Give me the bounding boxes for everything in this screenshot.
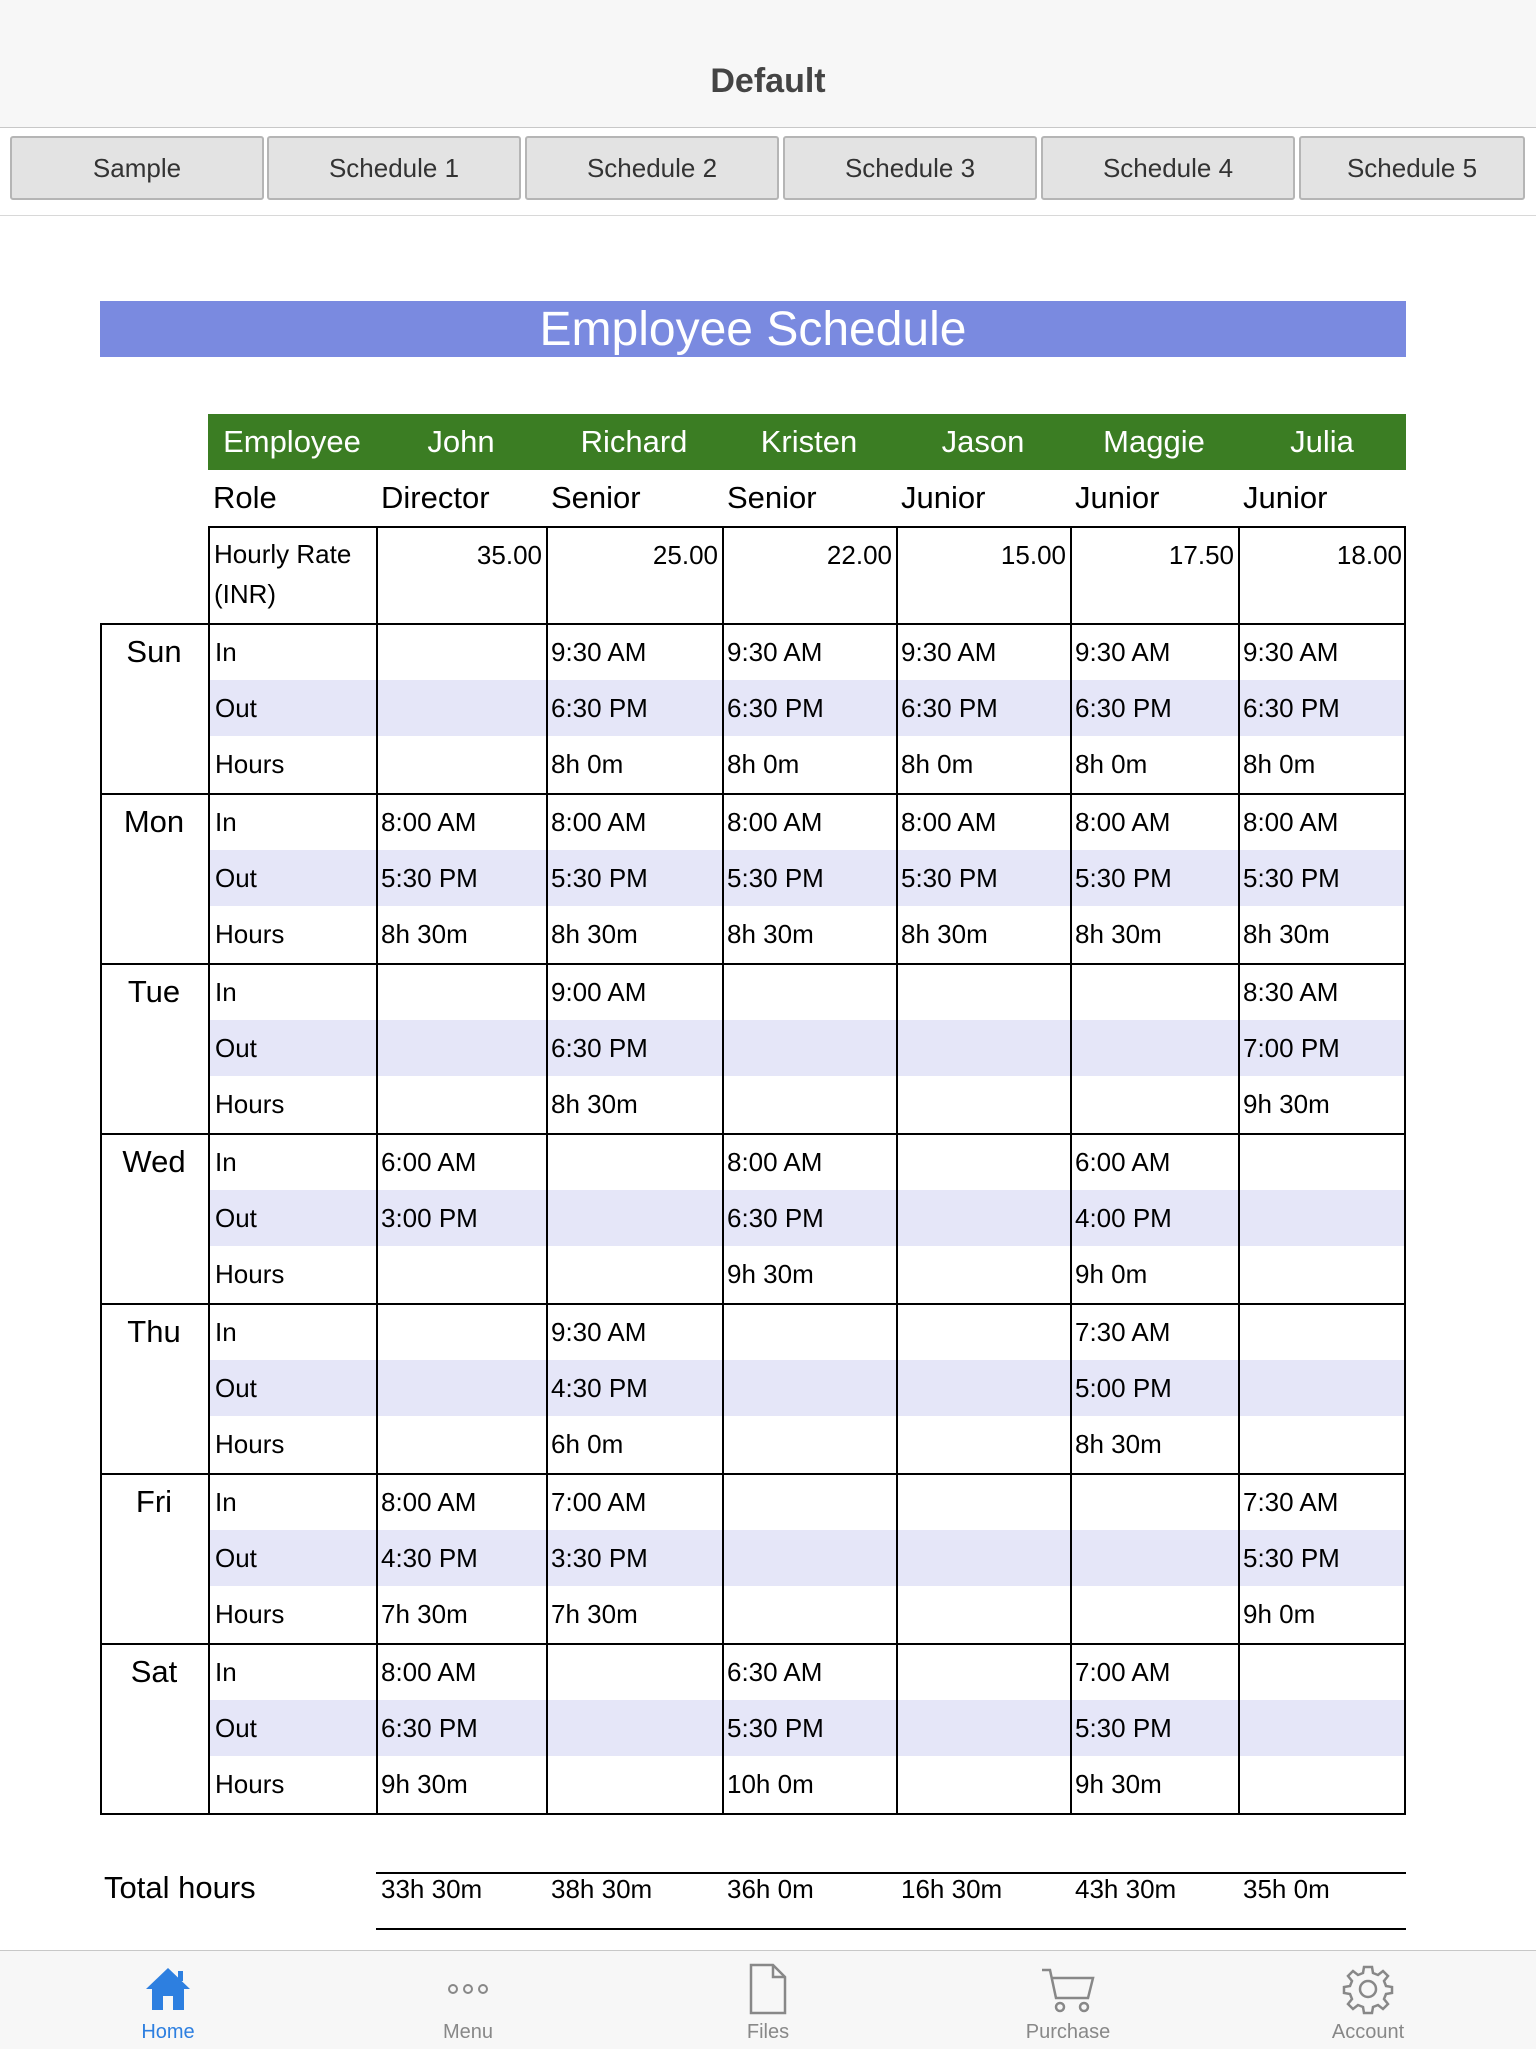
schedule-cell-out[interactable]: 5:30 PM: [1243, 862, 1340, 893]
employee-role[interactable]: Senior: [551, 480, 641, 515]
schedule-cell-out[interactable]: 6:30 PM: [551, 1032, 648, 1063]
employee-name[interactable]: Julia: [1290, 424, 1354, 459]
schedule-cell-out[interactable]: [722, 1360, 896, 1416]
nav-account[interactable]: [1268, 1951, 1468, 2049]
schedule-cell-hours[interactable]: [1238, 1756, 1406, 1812]
day-label: Thu: [127, 1314, 181, 1349]
schedule-cell-in[interactable]: 9:30 AM: [1243, 636, 1339, 667]
day-label: Mon: [123, 804, 185, 839]
schedule-cell-out[interactable]: [1238, 1190, 1406, 1246]
schedule-cell-in[interactable]: 8:00 AM: [381, 806, 477, 837]
schedule-cell-out[interactable]: 3:00 PM: [381, 1202, 478, 1233]
bottom-nav: [0, 1950, 1536, 2049]
grid-line: [722, 526, 724, 1814]
schedule-cell-hours[interactable]: 8h 0m: [901, 748, 974, 779]
schedule-cell-out[interactable]: 4:00 PM: [1075, 1202, 1172, 1233]
schedule-cell-in[interactable]: 8:00 AM: [1075, 806, 1171, 837]
schedule-cell-out[interactable]: 3:30 PM: [551, 1542, 648, 1573]
row-label-hours: Hours: [215, 1258, 285, 1289]
hourly-rate-cell[interactable]: 25.00: [652, 540, 718, 570]
employee-name[interactable]: John: [427, 424, 495, 459]
schedule-cell-in[interactable]: [722, 1474, 896, 1530]
total-hours-label: Total hours: [104, 1870, 256, 1905]
schedule-cell-in[interactable]: 6:00 AM: [1075, 1146, 1171, 1177]
schedule-cell-in[interactable]: [1238, 1304, 1406, 1360]
role-label: Role: [213, 480, 277, 515]
schedule-cell-hours[interactable]: [722, 1076, 896, 1132]
schedule-cell-hours[interactable]: 9h 0m: [1075, 1258, 1148, 1289]
total-hours-value: 16h 30m: [901, 1874, 1003, 1904]
schedule-cell-hours[interactable]: 9h 30m: [1243, 1088, 1330, 1119]
row-label-hours: Hours: [215, 1768, 285, 1799]
schedule-cell-in[interactable]: 6:30 AM: [727, 1656, 823, 1687]
tab-schedule-5[interactable]: Schedule 5: [1299, 136, 1525, 200]
schedule-cell-in[interactable]: [1070, 964, 1238, 1020]
employee-role[interactable]: Senior: [727, 480, 817, 515]
grid-line: [208, 526, 1406, 528]
schedule-cell-in[interactable]: 8:00 AM: [551, 806, 647, 837]
schedule-cell-hours[interactable]: 10h 0m: [727, 1768, 814, 1799]
schedule-cell-out[interactable]: [1070, 1020, 1238, 1076]
schedule-cell-hours[interactable]: [896, 1246, 1070, 1302]
day-label: Wed: [122, 1144, 186, 1179]
schedule-cell-out[interactable]: 5:30 PM: [1075, 862, 1172, 893]
schedule-cell-in[interactable]: [546, 1134, 722, 1190]
schedule-cell-hours[interactable]: 8h 0m: [551, 748, 624, 779]
schedule-cell-hours[interactable]: 8h 30m: [901, 918, 988, 949]
employee-name[interactable]: Jason: [941, 424, 1025, 459]
schedule-cell-hours[interactable]: 8h 30m: [551, 918, 638, 949]
schedule-cell-hours[interactable]: 8h 0m: [1075, 748, 1148, 779]
schedule-cell-in[interactable]: [1070, 1474, 1238, 1530]
nav-home-label: Home: [141, 2021, 195, 2043]
schedule-cell-in[interactable]: 9:30 AM: [551, 1316, 647, 1347]
total-hours-value: 35h 0m: [1243, 1874, 1330, 1904]
grid-line: [100, 793, 1406, 795]
grid-line: [896, 526, 898, 1814]
schedule-cell-out[interactable]: 7:00 PM: [1243, 1032, 1340, 1063]
nav-files[interactable]: [668, 1951, 868, 2049]
schedule-cell-hours[interactable]: [722, 1586, 896, 1642]
grid-line: [100, 1473, 1406, 1475]
schedule-cell-out[interactable]: 6:30 PM: [1075, 692, 1172, 723]
schedule-cell-in[interactable]: 8:30 AM: [1243, 976, 1339, 1007]
grid-line: [1070, 526, 1072, 1814]
schedule-cell-in[interactable]: 7:00 AM: [1075, 1656, 1171, 1687]
schedule-cell-in[interactable]: 6:00 AM: [381, 1146, 477, 1177]
schedule-cell-hours[interactable]: 9h 30m: [727, 1258, 814, 1289]
total-hours-value: 33h 30m: [381, 1874, 483, 1904]
schedule-cell-in[interactable]: [376, 1304, 546, 1360]
schedule-cell-in[interactable]: [896, 1644, 1070, 1700]
hourly-rate-cell[interactable]: 15.00: [1000, 540, 1066, 570]
schedule-cell-out[interactable]: 5:30 PM: [381, 862, 478, 893]
rate-label-line2: (INR): [214, 579, 277, 609]
schedule-cell-out[interactable]: [546, 1190, 722, 1246]
grid-line: [376, 526, 378, 1814]
schedule-cell-in[interactable]: [376, 964, 546, 1020]
schedule-cell-hours[interactable]: [896, 1076, 1070, 1132]
schedule-cell-in[interactable]: 8:00 AM: [901, 806, 997, 837]
schedule-cell-out[interactable]: [1070, 1530, 1238, 1586]
schedule-cell-hours[interactable]: [1070, 1076, 1238, 1132]
schedule-cell-out[interactable]: [722, 1020, 896, 1076]
schedule-cell-out[interactable]: 5:30 PM: [901, 862, 998, 893]
schedule-cell-in[interactable]: [722, 964, 896, 1020]
schedule-cell-hours[interactable]: 9h 0m: [1243, 1598, 1316, 1629]
grid-line: [100, 624, 102, 1814]
row-label-hours: Hours: [215, 748, 285, 779]
schedule-cell-out[interactable]: 5:30 PM: [551, 862, 648, 893]
schedule-cell-hours[interactable]: [1238, 1416, 1406, 1472]
employee-role[interactable]: Junior: [901, 480, 986, 515]
schedule-cell-in[interactable]: [896, 964, 1070, 1020]
schedule-cell-in[interactable]: 8:00 AM: [381, 1486, 477, 1517]
row-label-in: In: [215, 1486, 237, 1517]
row-label-out: Out: [215, 1372, 257, 1403]
hourly-rate-cell[interactable]: 22.00: [826, 540, 892, 570]
schedule-cell-in[interactable]: 8:00 AM: [727, 806, 823, 837]
schedule-cell-hours[interactable]: [1070, 1586, 1238, 1642]
schedule-cell-hours[interactable]: 8h 0m: [1243, 748, 1316, 779]
schedule-cell-hours[interactable]: 9h 30m: [381, 1768, 468, 1799]
schedule-cell-in[interactable]: [1238, 1134, 1406, 1190]
totals-line: [376, 1928, 1406, 1930]
employee-header-label: Employee: [223, 424, 361, 459]
grid-line: [100, 1813, 1406, 1815]
schedule-cell-in[interactable]: [546, 1644, 722, 1700]
schedule-cell-in[interactable]: 9:30 AM: [551, 636, 647, 667]
hourly-rate-cell[interactable]: 35.00: [476, 540, 542, 570]
tab-schedule-4[interactable]: Schedule 4: [1041, 136, 1295, 200]
schedule-cell-out[interactable]: [376, 680, 546, 736]
employee-name[interactable]: Kristen: [760, 424, 858, 459]
gear-icon: [1268, 1961, 1468, 2017]
grid-line: [1404, 526, 1406, 1814]
schedule-cell-in[interactable]: 9:00 AM: [551, 976, 647, 1007]
title-bar: [0, 0, 1536, 128]
row-label-in: In: [215, 636, 237, 667]
grid-line: [100, 1133, 1406, 1135]
schedule-cell-in[interactable]: [1238, 1644, 1406, 1700]
schedule-cell-hours[interactable]: 6h 0m: [551, 1428, 624, 1459]
schedule-cell-out[interactable]: 5:30 PM: [727, 1712, 824, 1743]
employee-role[interactable]: Junior: [1075, 480, 1160, 515]
schedule-cell-hours[interactable]: 8h 30m: [551, 1088, 638, 1119]
row-label-in: In: [215, 806, 237, 837]
schedule-cell-hours[interactable]: [376, 736, 546, 792]
nav-purchase[interactable]: [968, 1951, 1168, 2049]
schedule-cell-out[interactable]: 4:30 PM: [551, 1372, 648, 1403]
schedule-cell-out[interactable]: 6:30 PM: [901, 692, 998, 723]
schedule-cell-in[interactable]: 9:30 AM: [1075, 636, 1171, 667]
employee-role[interactable]: Junior: [1243, 480, 1328, 515]
nav-purchase-label: Purchase: [1025, 2021, 1111, 2043]
home-icon: [68, 1961, 268, 2017]
total-hours-value: 43h 30m: [1075, 1874, 1177, 1904]
schedule-cell-in[interactable]: 9:30 AM: [727, 636, 823, 667]
grid-line: [208, 526, 210, 1814]
grid-line: [100, 623, 1406, 625]
schedule-cell-in[interactable]: 7:00 AM: [551, 1486, 647, 1517]
schedule-cell-in[interactable]: 7:30 AM: [1075, 1316, 1171, 1347]
schedule-cell-hours[interactable]: [722, 1416, 896, 1472]
row-label-out: Out: [215, 1202, 257, 1233]
grid-line: [546, 526, 548, 1814]
schedule-cell-out[interactable]: 4:30 PM: [381, 1542, 478, 1573]
cart-icon: [968, 1961, 1168, 2017]
file-icon: [668, 1961, 868, 2017]
schedule-cell-in[interactable]: 8:00 AM: [727, 1146, 823, 1177]
schedule-cell-in[interactable]: 8:00 AM: [381, 1656, 477, 1687]
schedule-cell-hours[interactable]: [546, 1756, 722, 1812]
schedule-cell-hours[interactable]: [376, 1416, 546, 1472]
schedule-cell-hours[interactable]: [376, 1076, 546, 1132]
schedule-cell-hours[interactable]: [896, 1416, 1070, 1472]
schedule-cell-out[interactable]: 6:30 PM: [727, 1202, 824, 1233]
schedule-cell-in[interactable]: [896, 1474, 1070, 1530]
row-label-in: In: [215, 1316, 237, 1347]
grid-line: [1238, 526, 1240, 1814]
sheet-title: Employee Schedule: [100, 301, 1406, 357]
row-label-hours: Hours: [215, 918, 285, 949]
schedule-cell-in[interactable]: [896, 1134, 1070, 1190]
tab-sample[interactable]: Sample: [10, 136, 264, 200]
schedule-cell-hours[interactable]: 8h 30m: [727, 918, 814, 949]
hourly-rate-label: [208, 526, 376, 624]
schedule-cell-in[interactable]: [376, 624, 546, 680]
row-label-out: Out: [215, 1032, 257, 1063]
schedule-cell-hours[interactable]: 7h 30m: [551, 1598, 638, 1629]
grid-line: [100, 1303, 1406, 1305]
schedule-cell-out[interactable]: [376, 1360, 546, 1416]
tab-schedule-3[interactable]: Schedule 3: [783, 136, 1037, 200]
employee-name[interactable]: Richard: [580, 424, 688, 459]
schedule-cell-hours[interactable]: 8h 30m: [1243, 918, 1330, 949]
schedule-cell-hours[interactable]: [896, 1756, 1070, 1812]
schedule-cell-hours[interactable]: 8h 30m: [1075, 1428, 1162, 1459]
row-label-out: Out: [215, 1712, 257, 1743]
schedule-cell-in[interactable]: [896, 1304, 1070, 1360]
employee-role[interactable]: Director: [381, 480, 490, 515]
nav-home[interactable]: [68, 1951, 268, 2049]
schedule-cell-out[interactable]: 6:30 PM: [727, 692, 824, 723]
row-label-in: In: [215, 1656, 237, 1687]
sheet-tab-strip: [0, 128, 1536, 216]
row-label-hours: Hours: [215, 1598, 285, 1629]
day-label: Tue: [127, 974, 181, 1009]
day-label: Sat: [130, 1654, 178, 1689]
schedule-cell-hours[interactable]: 8h 0m: [727, 748, 800, 779]
schedule-cell-in[interactable]: 9:30 AM: [901, 636, 997, 667]
schedule-cell-out[interactable]: 5:00 PM: [1075, 1372, 1172, 1403]
schedule-cell-out[interactable]: [376, 1020, 546, 1076]
schedule-cell-out[interactable]: [896, 1700, 1070, 1756]
schedule-cell-in[interactable]: 8:00 AM: [1243, 806, 1339, 837]
day-label: Fri: [135, 1484, 173, 1519]
schedule-cell-hours[interactable]: [546, 1246, 722, 1302]
rate-label-line1: Hourly Rate: [214, 539, 352, 569]
day-label: Sun: [126, 634, 182, 669]
grid-line: [100, 963, 1406, 965]
total-hours-value: 36h 0m: [727, 1874, 814, 1904]
nav-menu-label: Menu: [442, 2021, 494, 2043]
nav-menu[interactable]: [368, 1951, 568, 2049]
row-label-out: Out: [215, 692, 257, 723]
schedule-cell-out[interactable]: [896, 1530, 1070, 1586]
row-label-hours: Hours: [215, 1428, 285, 1459]
grid-line: [100, 1643, 1406, 1645]
schedule-cell-in[interactable]: 7:30 AM: [1243, 1486, 1339, 1517]
hourly-rate-cell[interactable]: 17.50: [1168, 540, 1234, 570]
total-hours-value: 38h 30m: [551, 1874, 653, 1904]
schedule-cell-hours[interactable]: [1238, 1246, 1406, 1302]
nav-files-label: Files: [746, 2021, 790, 2043]
schedule-cell-out[interactable]: 6:30 PM: [1243, 692, 1340, 723]
schedule-cell-out[interactable]: 5:30 PM: [1243, 1542, 1340, 1573]
schedule-cell-out[interactable]: 5:30 PM: [1075, 1712, 1172, 1743]
schedule-cell-out[interactable]: 6:30 PM: [551, 692, 648, 723]
menu-dots-icon: [368, 1961, 568, 2017]
schedule-cell-in[interactable]: [722, 1304, 896, 1360]
row-label-in: In: [215, 976, 237, 1007]
schedule-cell-out[interactable]: [896, 1020, 1070, 1076]
row-label-out: Out: [215, 862, 257, 893]
schedule-cell-out[interactable]: [722, 1530, 896, 1586]
tab-schedule-2[interactable]: Schedule 2: [525, 136, 779, 200]
schedule-cell-out[interactable]: [896, 1190, 1070, 1246]
tab-schedule-1[interactable]: Schedule 1: [267, 136, 521, 200]
schedule-cell-hours[interactable]: 7h 30m: [381, 1598, 468, 1629]
schedule-cell-hours[interactable]: [376, 1246, 546, 1302]
row-label-in: In: [215, 1146, 237, 1177]
schedule-cell-out[interactable]: [896, 1360, 1070, 1416]
schedule-cell-out[interactable]: [1238, 1360, 1406, 1416]
hourly-rate-cell[interactable]: 18.00: [1336, 540, 1402, 570]
schedule-cell-out[interactable]: 6:30 PM: [381, 1712, 478, 1743]
row-label-hours: Hours: [215, 1088, 285, 1119]
schedule-cell-hours[interactable]: 9h 30m: [1075, 1768, 1162, 1799]
schedule-cell-out[interactable]: [1238, 1700, 1406, 1756]
row-label-out: Out: [215, 1542, 257, 1573]
app-title: Default: [710, 62, 826, 100]
nav-account-label: Account: [1331, 2021, 1405, 2043]
schedule-cell-hours[interactable]: 8h 30m: [1075, 918, 1162, 949]
schedule-cell-hours[interactable]: [896, 1586, 1070, 1642]
schedule-cell-hours[interactable]: 8h 30m: [381, 918, 468, 949]
employee-name[interactable]: Maggie: [1103, 424, 1205, 459]
schedule-cell-out[interactable]: 5:30 PM: [727, 862, 824, 893]
schedule-cell-out[interactable]: [546, 1700, 722, 1756]
